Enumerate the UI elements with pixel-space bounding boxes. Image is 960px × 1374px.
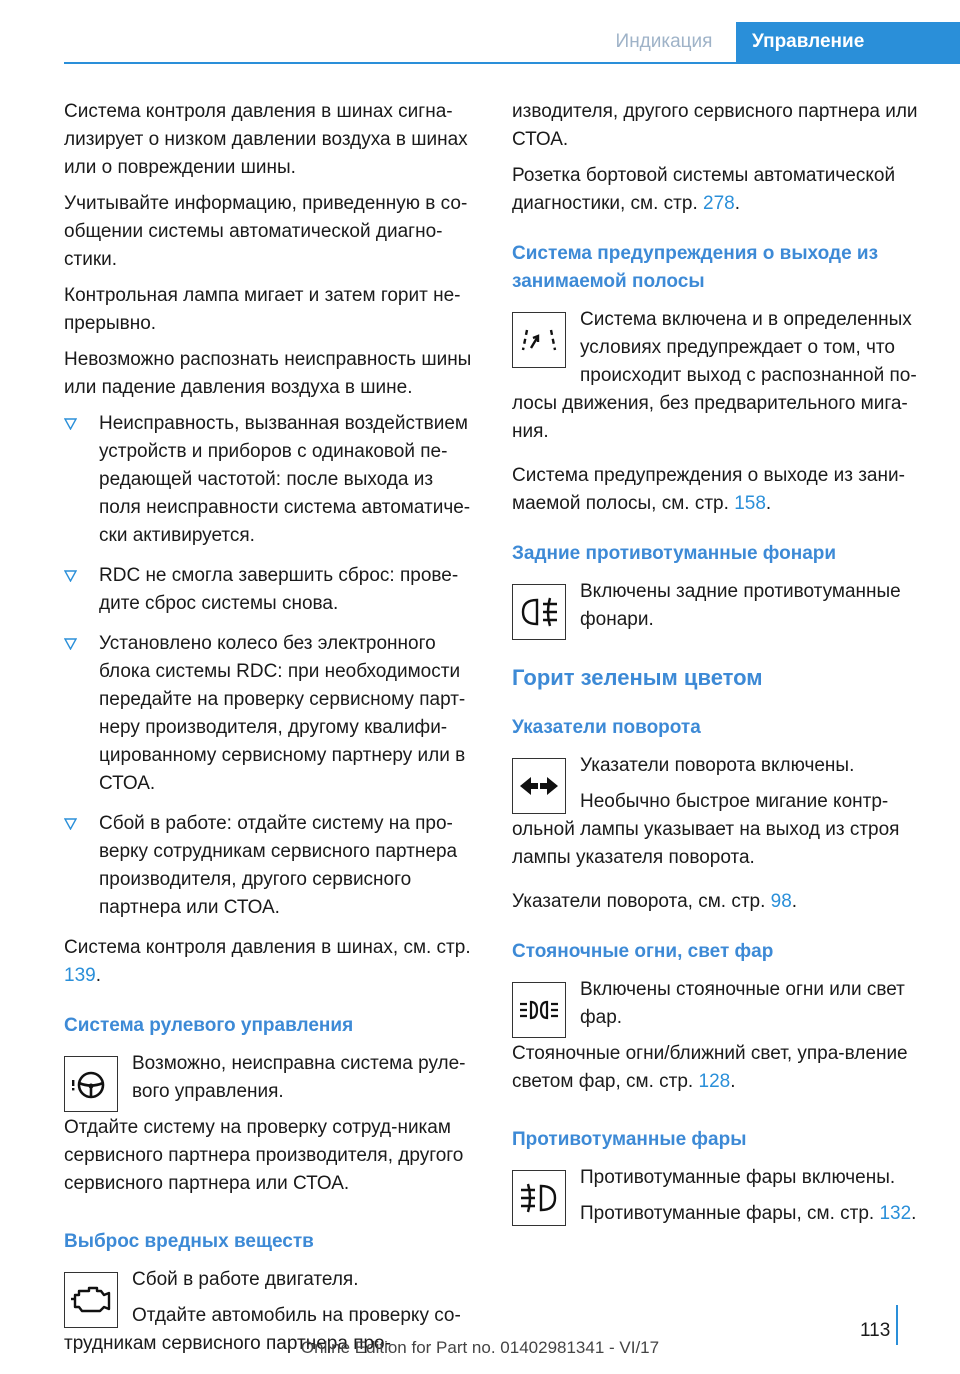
list-item-text: Установлено колесо без электронного блока системы RDC: при необходимости передайте на проверку сервисному парт-неру производителя, другому квалифи-цированному сервисному партнеру или в СТОА. — [99, 633, 466, 794]
list-item-text: Сбой в работе: отдайте систему на про-верку сотрудникам сервисного партнера производителя, другого сервисного партнера или СТОА. — [99, 813, 458, 918]
list-item-text: RDC не смогла завершить сброс: прове-дите сброс системы снова. — [99, 565, 459, 614]
turn-signal-icon — [512, 758, 566, 814]
right-column — [512, 98, 927, 1244]
tab-indication[interactable]: Индикация — [615, 31, 713, 52]
section-heading: Горит зеленым цветом — [512, 665, 763, 690]
section-heading: Стояночные огни, свет фар — [512, 941, 774, 962]
indicator-block — [64, 1050, 479, 1206]
paragraph: Необычно быстрое мигание контр-ольной лампы указывает на выход из строя лампы указателя поворота. — [512, 791, 900, 868]
list-item — [64, 630, 479, 798]
page-link[interactable]: 139 — [64, 965, 96, 986]
list-item — [64, 562, 479, 618]
page-header — [0, 22, 960, 62]
tab-control[interactable]: Управление — [736, 22, 960, 62]
indicator-block — [512, 578, 927, 642]
paragraph: Сбой в работе двигателя. — [132, 1269, 359, 1290]
paragraph: Включены стояночные огни или свет фар. — [580, 979, 905, 1028]
indicator-block — [512, 306, 927, 454]
paragraph: Противотуманные фары включены. — [580, 1167, 896, 1188]
paragraph: Розетка бортовой системы автоматической диагностики, см. стр. 278. — [512, 165, 896, 214]
rear-fog-light-icon — [512, 584, 566, 640]
section-heading: Задние противотуманные фонари — [512, 543, 837, 564]
list-item-text: Неисправность, вызванная воздействием устройств и приборов с одинаковой пе-редающей частотой: после выхода из поля неисправности система автоматиче-ски активируется. — [99, 413, 471, 546]
indicator-block — [512, 752, 927, 880]
paragraph: Противотуманные фары, см. стр. 132. — [580, 1203, 917, 1224]
page-link[interactable]: 98 — [770, 891, 792, 912]
paragraph: Возможно, неисправна система руле-вого управления. — [132, 1053, 466, 1102]
section-heading: Система рулевого управления — [64, 1015, 354, 1036]
paragraph: Система контроля давления в шинах сигна-лизирует о низком давлении воздуха в шинах или о повреждении шины. — [64, 101, 468, 178]
triangle-bullet-icon — [64, 418, 77, 430]
parking-lights-icon — [512, 982, 566, 1038]
triangle-bullet-icon — [64, 570, 77, 582]
triangle-bullet-icon — [64, 818, 77, 830]
page-link[interactable]: 128 — [698, 1071, 731, 1092]
indicator-block — [512, 1164, 927, 1236]
paragraph: Включены задние противотуманные фонари. — [580, 581, 901, 630]
paragraph: Отдайте систему на проверку сотруд-никам сервисного партнера производителя, другого сервисного партнера или СТОА. — [64, 1117, 464, 1194]
paragraph: Система контроля давления в шинах, см. стр. 139. — [64, 937, 471, 986]
bullet-list — [64, 410, 479, 922]
engine-check-icon — [64, 1272, 118, 1328]
list-item — [64, 410, 479, 550]
page-number: 113 — [860, 1320, 891, 1341]
list-item — [64, 810, 479, 922]
section-heading: Указатели поворота — [512, 717, 701, 738]
page-link[interactable]: 278 — [703, 193, 735, 214]
left-column — [64, 98, 479, 1374]
section-heading: Противотуманные фары — [512, 1129, 747, 1150]
paragraph: Учитывайте информацию, приведенную в со-общении системы автоматической диагно-стики. — [64, 193, 468, 270]
paragraph: Отдайте автомобиль на проверку со-трудникам сервисного партнера про- — [64, 1305, 461, 1354]
paragraph: Указатели поворота, см. стр. 98. — [512, 891, 798, 912]
page-link[interactable]: 132 — [879, 1203, 912, 1224]
paragraph: Указатели поворота включены. — [580, 755, 855, 776]
section-heading: Выброс вредных веществ — [64, 1231, 314, 1252]
indicator-block — [512, 976, 927, 1104]
header-divider — [64, 62, 960, 64]
paragraph: Система предупреждения о выходе из зани-маемой полосы, см. стр. 158. — [512, 465, 905, 514]
paragraph: изводителя, другого сервисного партнера или СТОА. — [512, 101, 918, 150]
steering-warning-icon — [64, 1056, 118, 1112]
paragraph: Контрольная лампа мигает и затем горит не-прерывно. — [64, 285, 461, 334]
paragraph: Система включена и в определенных условиях предупреждает о том, что происходит выход с распознанной по-лосы движения, без предварительного мига-ния. — [512, 309, 917, 442]
triangle-bullet-icon — [64, 638, 77, 650]
page-link[interactable]: 158 — [734, 493, 766, 514]
lane-departure-icon — [512, 312, 566, 368]
section-heading: Система предупреждения о выходе из занимаемой полосы — [512, 243, 879, 292]
paragraph: Стояночные огни/ближний свет, упра-вление светом фар, см. стр. 128. — [512, 1043, 908, 1092]
front-fog-light-icon — [512, 1170, 566, 1226]
footer-text: Online Edition for Part no. 01402981341 - VI/17 — [300, 1338, 660, 1357]
paragraph: Невозможно распознать неисправность шины или падение давления воздуха в шине. — [64, 349, 472, 398]
